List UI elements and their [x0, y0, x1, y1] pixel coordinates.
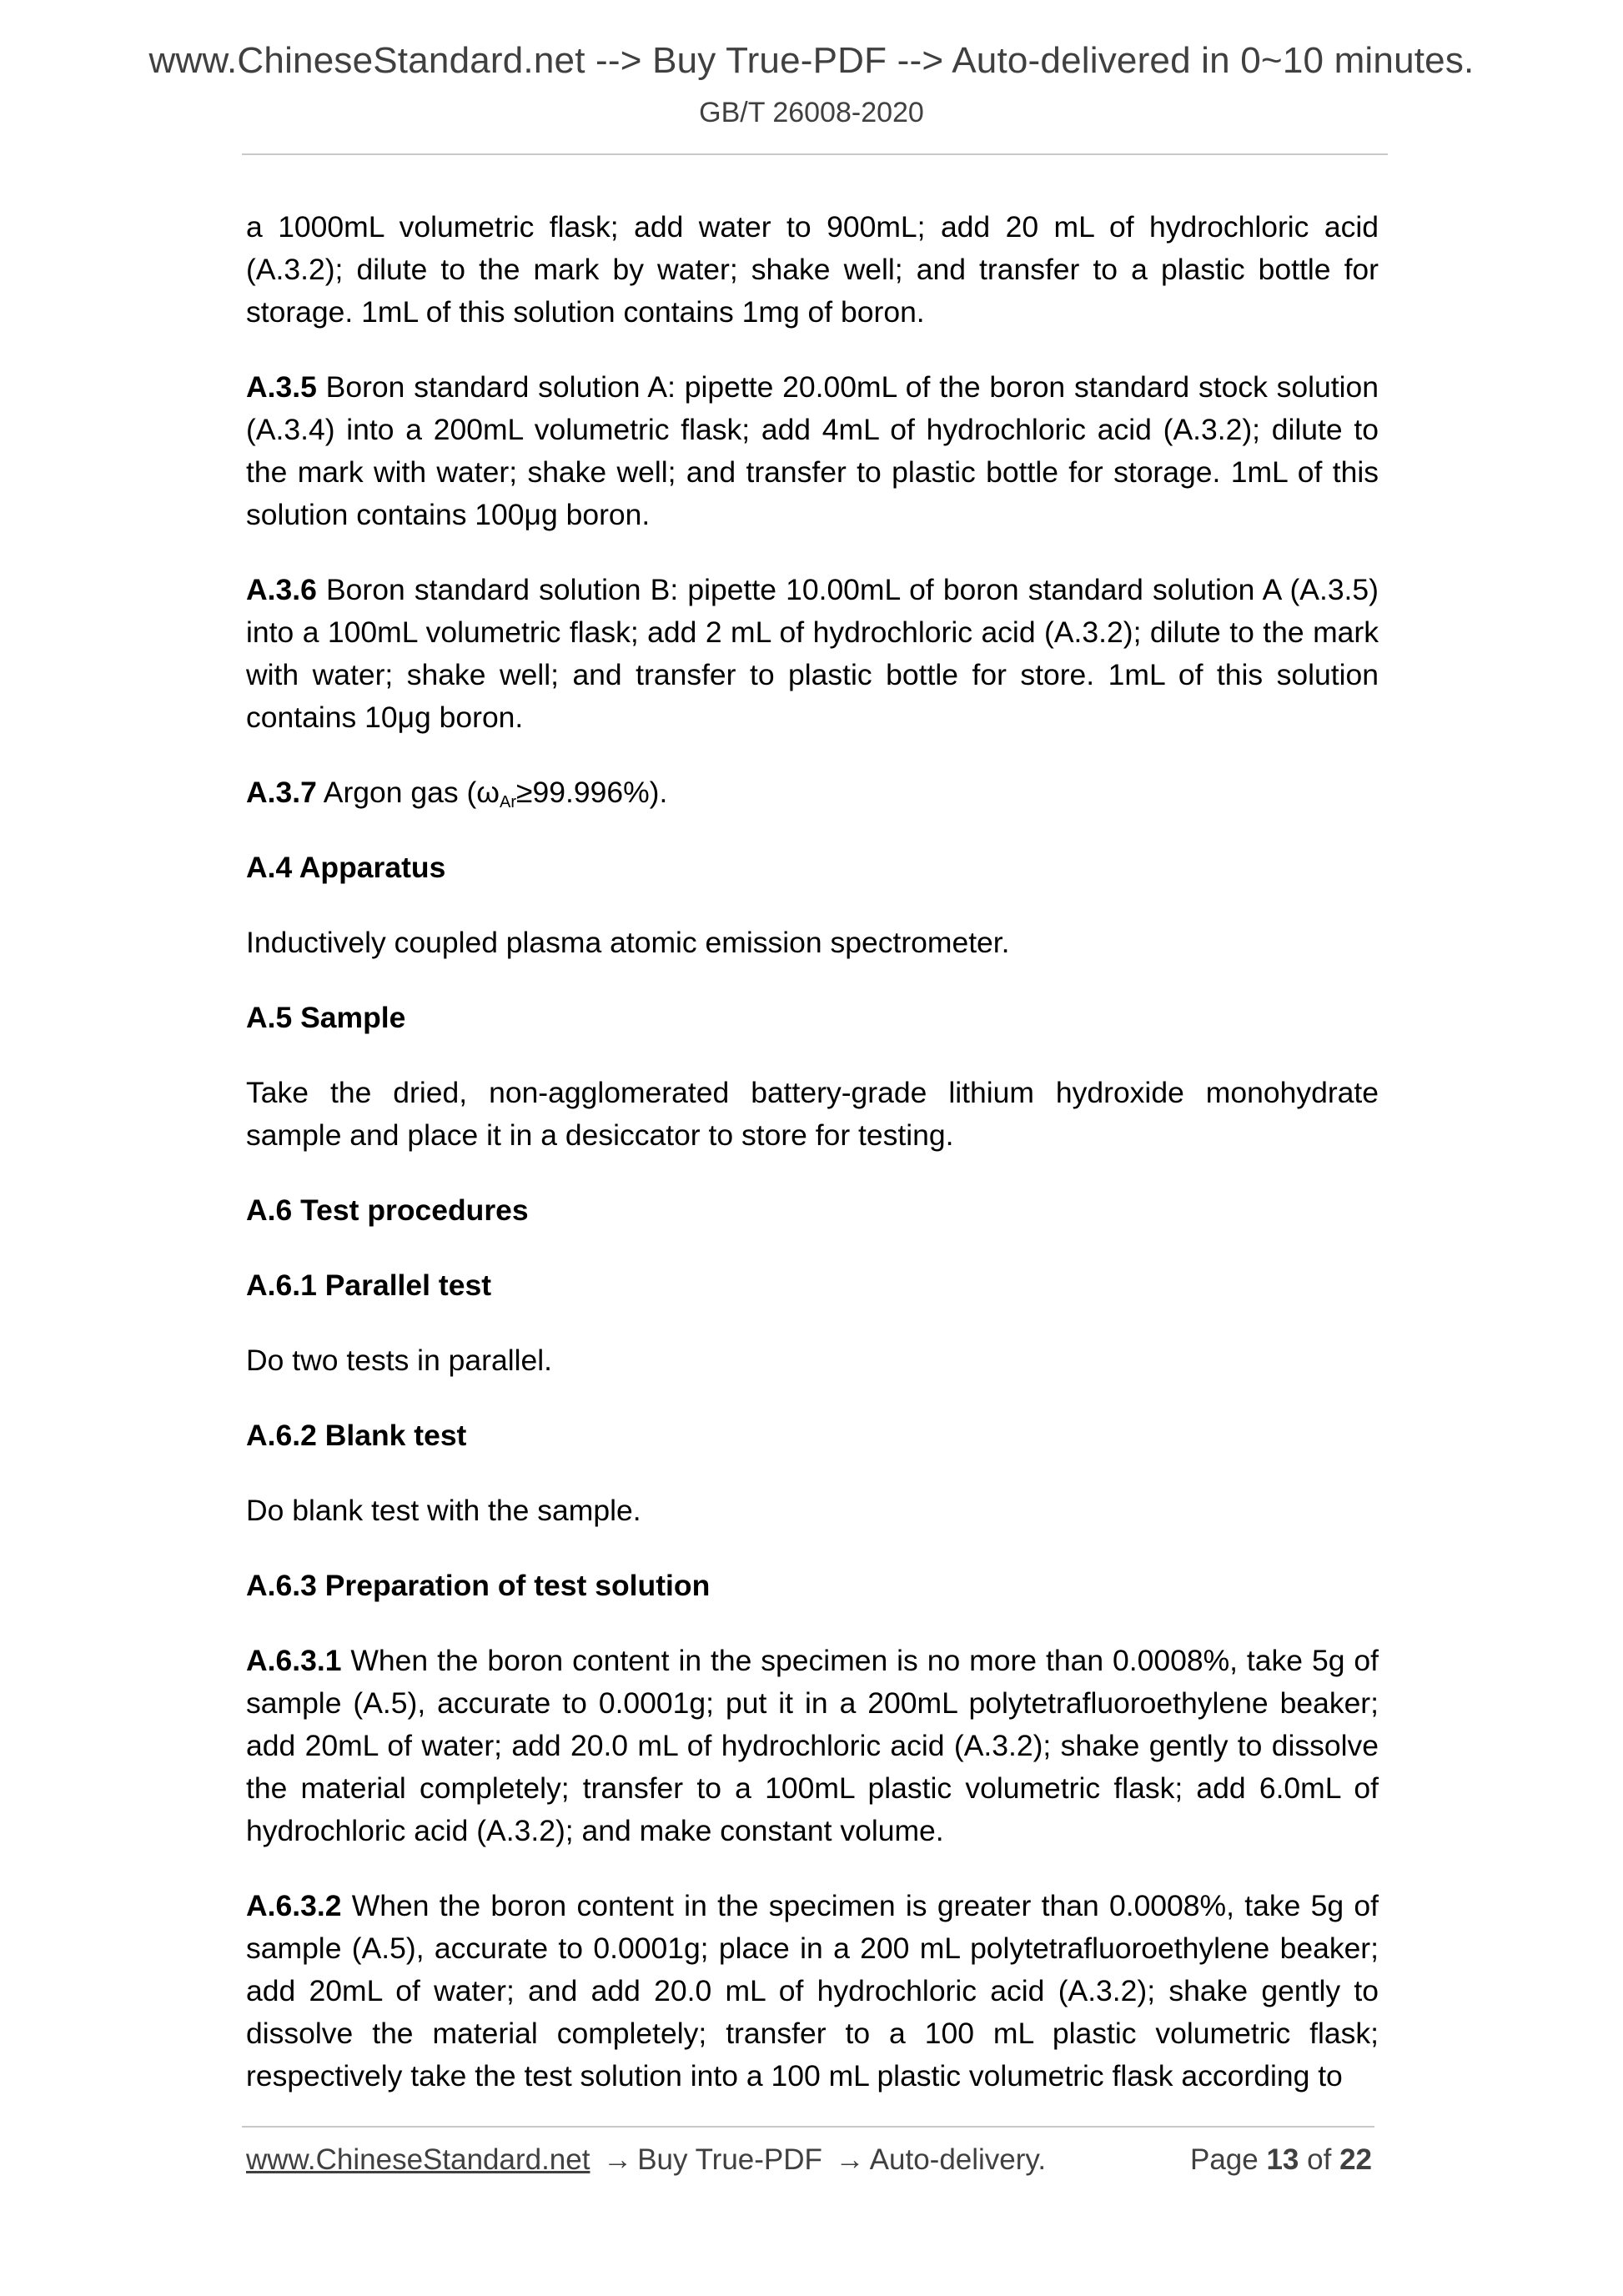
- paragraph-a-3-7: [246, 771, 1379, 814]
- clause-ref-a-6-3-1: A.6.3.1: [246, 1644, 342, 1677]
- header-banner: www.ChineseStandard.net --> Buy True-PDF --> Auto-delivered in 0~10 minutes.: [148, 40, 1475, 81]
- clause-text-a-3-5: Boron standard solution A: pipette 20.00mL of the boron standard stock solution (A.3.4) into a 200mL volumetric flask; add 4mL of hydrochloric acid (A.3.2); dilute to the mark with water; shake well; and transfer to plastic bottle for storage. 1mL of this solution contains 100μg boron.: [246, 370, 1379, 531]
- paragraph-a-6-1: Do two tests in parallel.: [246, 1344, 552, 1377]
- arrow-right-icon: →: [835, 2143, 865, 2176]
- paragraph-a-5: Take the dried, non-agglomerated battery-grade lithium hydroxide monohydrate sample and place it in a desiccator to store for testing.: [246, 1076, 1379, 1152]
- argon-subscript: Ar: [500, 793, 516, 811]
- footer-website-link[interactable]: www.ChineseStandard.net: [246, 2143, 590, 2176]
- clause-ref-a-6-3-2: A.6.3.2: [246, 1889, 342, 1922]
- clause-ref-a-3-5: A.3.5: [246, 370, 317, 404]
- clause-text-a-3-7-end: ≥99.996%).: [516, 776, 668, 809]
- clause-text-a-3-6: Boron standard solution B: pipette 10.00mL of boron standard solution A (A.3.5) into a 100mL volumetric flask; add 2 mL of hydrochloric acid (A.3.2); dilute to the mark with water; shake well; and transfer to plastic bottle for store. 1mL of this solution contains 10μg boron.: [246, 573, 1379, 734]
- arrow-right-icon: →: [603, 2143, 633, 2176]
- standard-code: GB/T 26008-2020: [699, 97, 924, 128]
- heading-a-5: A.5 Sample: [246, 1001, 406, 1034]
- clause-ref-a-3-6: A.3.6: [246, 573, 317, 606]
- page-label: Page: [1189, 2143, 1259, 2176]
- header-divider: [242, 153, 1388, 155]
- clause-text-a-3-7: Argon gas (ω: [316, 776, 500, 809]
- footer-delivery-text: Auto-delivery.: [869, 2143, 1047, 2176]
- paragraph-a-6-3-1: [246, 1640, 1379, 1852]
- paragraph-a-4: Inductively coupled plasma atomic emission spectrometer.: [246, 926, 1010, 959]
- paragraph-stock-solution-continued: a 1000mL volumetric flask; add water to 900mL; add 20 mL of hydrochloric acid (A.3.2); dilute to the mark by water; shake well; and transfer to a plastic bottle for storage. 1mL of this solution contains 1mg of boron.: [246, 210, 1379, 329]
- footer-divider: [242, 2126, 1374, 2128]
- heading-a-4: A.4 Apparatus: [246, 851, 446, 884]
- paragraph-a-3-6: [246, 569, 1379, 739]
- heading-a-6: A.6 Test procedures: [246, 1193, 529, 1227]
- heading-a-6-3: A.6.3 Preparation of test solution: [246, 1569, 711, 1602]
- footer-buy-text: Buy True-PDF: [637, 2143, 822, 2176]
- clause-text-a-6-3-1: When the boron content in the specimen is no more than 0.0008%, take 5g of sample (A.5), accurate to 0.0001g; put it in a 200mL polytetrafluoroethylene beaker; add 20mL of water; add 20.0 mL of hydrochloric acid (A.3.2); shake gently to dissolve the material completely; transfer to a 100mL plastic volumetric flask; add 6.0mL of hydrochloric acid (A.3.2); and make constant volume.: [246, 1644, 1379, 1847]
- heading-a-6-1: A.6.1 Parallel test: [246, 1269, 492, 1302]
- page-of: of: [1307, 2143, 1332, 2176]
- heading-a-6-2: A.6.2 Blank test: [246, 1419, 467, 1452]
- clause-ref-a-3-7: A.3.7: [246, 776, 317, 809]
- clause-text-a-6-3-2: When the boron content in the specimen is greater than 0.0008%, take 5g of sample (A.5), accurate to 0.0001g; place in a 200 mL polytetrafluoroethylene beaker; add 20mL of water; and add 20.0 mL of hydrochloric acid (A.3.2); shake gently to dissolve the material completely; transfer to a 100 mL plastic volumetric flask; respectively take the test solution into a 100 mL plastic volumetric flask according to: [246, 1889, 1379, 2093]
- paragraph-a-6-2: Do blank test with the sample.: [246, 1494, 641, 1527]
- paragraph-a-3-5: [246, 366, 1379, 536]
- footer: [246, 2143, 1372, 2177]
- document-body: [246, 206, 1379, 2130]
- page-total: 22: [1339, 2143, 1372, 2176]
- page-indicator: [1190, 2143, 1372, 2177]
- paragraph-a-6-3-2: [246, 1885, 1379, 2098]
- page-current: 13: [1266, 2143, 1299, 2176]
